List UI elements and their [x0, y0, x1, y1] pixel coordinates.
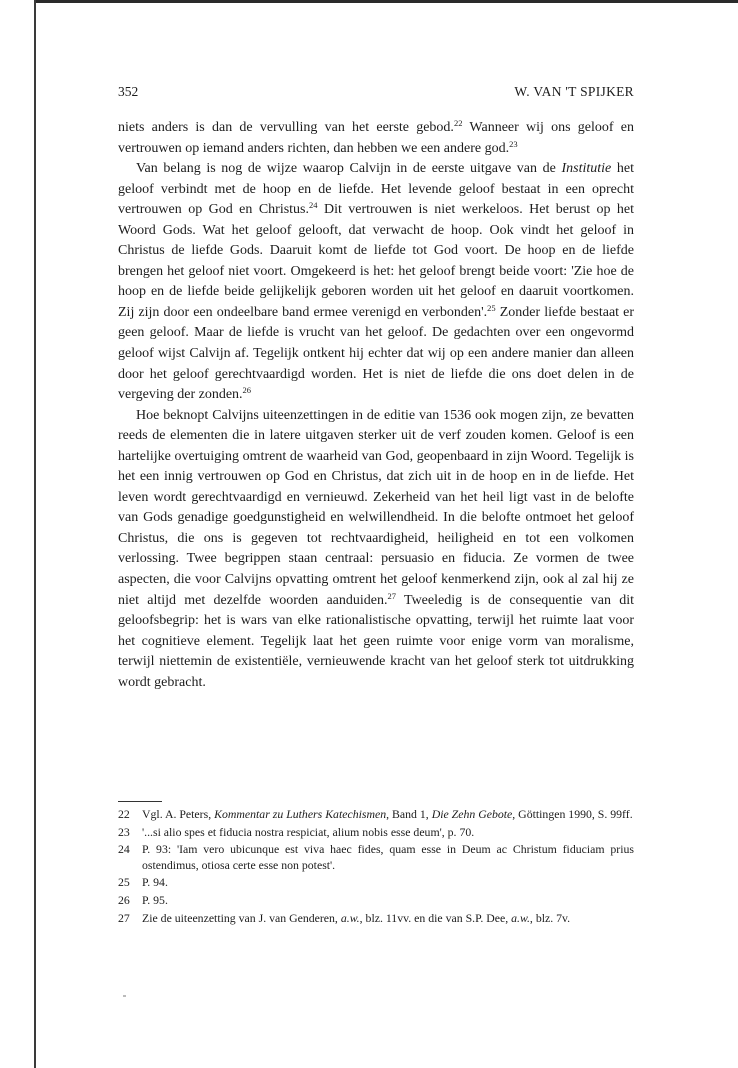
footnote-number: 22 [118, 807, 130, 821]
fn-run: , Band 1, [386, 807, 432, 821]
footnote-ref: 26 [242, 385, 252, 396]
paragraph-3 [118, 406, 634, 694]
running-head: W. VAN 'T SPIJKER [514, 84, 634, 99]
footnote-text: P. 93: 'Iam vero ubicunque est viva haec fides, quam esse in Deum ac Christum fiduciam prius ostendimus, otiosa certe esse non potest'. [142, 842, 634, 872]
text-run: Zonder liefde bestaat er geen geloof. Maar de liefde is vrucht van het geloof. De gedachten over een ongevormd geloof wijst Calvijn af. Tegelijk ontkent hij echter dat wij op een andere manier dan alleen door het geloof gerechtvaardigd worden. Het is niet de liefde die ons doet delen in de vergeving der zonden. [118, 304, 634, 403]
footnote-number: 23 [118, 824, 130, 839]
footnote-text: P. 95. [142, 892, 168, 907]
paragraph-1 [118, 118, 634, 159]
footnote-number: 24 [118, 842, 130, 857]
fn-italic: Kommentar zu Luthers Katechismen [214, 807, 387, 821]
footnote-27 [118, 911, 634, 927]
scan-speck [123, 995, 126, 997]
footnote-text: '...si alio spes et fiducia nostra respiciat, alium nobis esse deum', p. 70. [142, 824, 475, 839]
footnote-ref: 23 [509, 138, 518, 149]
footnote-22 [118, 807, 634, 823]
footnote-26 [118, 893, 634, 909]
fn-run: , Göttingen 1990, S. 99ff. [512, 807, 633, 821]
paragraph-2 [118, 159, 634, 406]
text-run: niets anders is dan de vervulling van het eerste gebod. [118, 120, 454, 135]
footnote-number: 26 [118, 892, 130, 907]
footnote-25 [118, 875, 634, 891]
text-run: Hoe beknopt Calvijns uiteenzettingen in de editie van 1536 ook mogen zijn, ze bevatten reeds de elementen die in latere uitgaven sterker uit de verf zouden komen. Geloof is een hartelijke overtuiging omtrent de waarheid van God, geopenbaard in zijn Woord. Tegelijk is het een innig vertrouwen op God en Christus, dat zich uit in de hoop en in de liefde. Het leven wordt gerechtvaardigd en vernieuwd. Zekerheid van het heil ligt vast in de belofte van Gods genadige goedgunstigheid en welwillendheid. In die belofte ontmoet het geloof Christus, die ons is gegeven tot rechtvaardigheid, heiligheid en tot een volkomen verlossing. Twee begrippen staan centraal: persuasio en fiducia. Ze vormen de twee aspecten, die voor Calvijns opvatting omtrent het geloof kenmerkend zijn, ook al zal hij ze niet altijd met dezelfde woorden aanduiden. [118, 407, 634, 608]
footnote-ref: 22 [453, 118, 463, 128]
footnotes [118, 807, 634, 928]
footnote-rule [118, 801, 162, 802]
main-text [118, 118, 634, 693]
italic-title: Institutie [561, 161, 612, 177]
page-header [118, 84, 634, 104]
footnote-text [142, 807, 634, 823]
text-run: Wanneer wij ons geloof en vertrouwen op iemand anders richten, dan hebben we een andere god. [118, 120, 634, 156]
footnote-ref: 24 [309, 200, 318, 211]
footnote-text: P. 94. [142, 875, 168, 890]
footnote-ref: 25 [487, 302, 496, 313]
fn-run: Zie de uiteenzetting van J. van Genderen, [142, 910, 341, 925]
footnote-text [142, 911, 634, 927]
fn-run: , blz. 7v. [529, 910, 571, 925]
footnote-23 [118, 825, 634, 841]
footnote-ref: 27 [387, 590, 396, 601]
footnote-number: 27 [118, 910, 130, 925]
footnote-24 [118, 842, 634, 873]
fn-run: Vgl. A. Peters, [142, 807, 215, 821]
text-run: het geloof verbindt met de hoop en de liefde. Het levende geloof bestaat in een oprecht vertrouwen op God en Christus. [118, 161, 634, 218]
fn-italic: a.w. [340, 910, 360, 925]
fn-italic: a.w. [511, 910, 530, 925]
fn-run: , blz. 11vv. en die van S.P. Dee, [359, 910, 512, 925]
text-run: Tweeledig is de consequentie van dit geloofsbegrip: het is wars van elke rationalistische opvatting, terwijl het ruimte laat voor het cognitieve element. Tegelijk laat het geen ruimte voor enige vorm van moralisme, terwijl niettemin de existentiële, vernieuwende kracht van het geloof sterk tot uitdrukking wordt gebracht. [118, 592, 635, 690]
text-run: Van belang is nog de wijze waarop Calvijn in de eerste uitgave van de [136, 161, 562, 177]
footnote-number: 25 [118, 875, 130, 890]
text-run: Dit vertrouwen is niet werkeloos. Het berust op het Woord Gods. Wat het geloof gelooft, dat verwacht de hoop. Ook vindt het geloof in Christus de liefde Gods. Daaruit komt de liefde tot God voort. De hoop en de liefde brengen het geloof niet voort. Omgekeerd is het: het geloof brengt beide voort: 'Zie hoe de hoop en de liefde beide gelijkelijk geboren worden uit het geloof en daaruit voortkomen. Zij zijn door een ondeelbare band ermee verenigd en verbonden'. [118, 202, 634, 320]
scan-top-edge [36, 0, 738, 3]
page-number: 352 [118, 84, 139, 99]
fn-italic: Die Zehn Gebote [431, 807, 513, 821]
scan-left-edge [34, 0, 36, 1068]
